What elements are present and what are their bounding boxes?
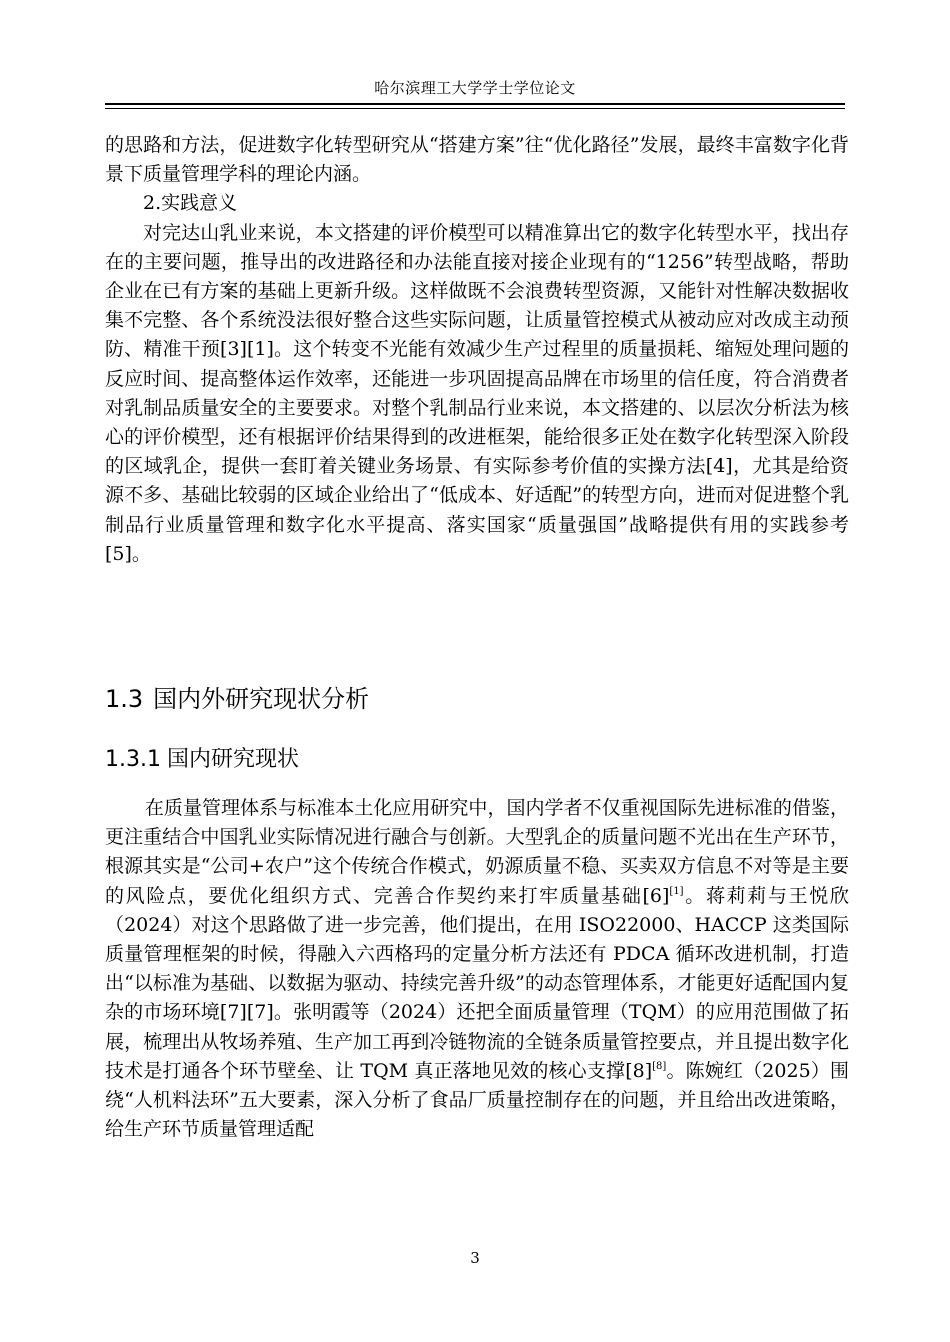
section-heading [105,682,369,716]
paragraph-domestic [105,794,849,1144]
citation-superscript: [8] [652,1060,667,1072]
body-block-upper [105,131,849,569]
header-rule-thin [105,108,845,109]
subsection-heading [105,744,299,776]
section-number: 1.3 [105,685,144,713]
paragraph-practice: 对完达山乳业来说，本文搭建的评价模型可以精准算出它的数字化转型水平，找出存在的主要问题，推导出的改进路径和办法能直接对接企业现有的“1256”转型战略，帮助企业在已有方案的基础上更新升级。这样做既不会浪费转型资源，又能针对性解决数据收集不完整、各个系统没法很好整合这些实际问题，让质量管控模式从被动应对改成主动预防、精准干预[3][1]。这个转变不光能有效减少生产过程里的质量损耗、缩短处理问题的反应时间、提高整体运作效率，还能进一步巩固提高品牌在市场里的信任度，符合消费者对乳制品质量安全的主要要求。对整个乳制品行业来说，本文搭建的、以层次分析法为核心的评价模型，还有根据评价结果得到的改进框架，能给很多正处在数字化转型深入阶段的区域乳企，提供一套盯着关键业务场景、有实际参考价值的实操方法[4]，尤其是给资源不多、基础比较弱的区域企业给出了“低成本、好适配”的转型方向，进而对促进整个乳制品行业质量管理和数字化水平提高、落实国家“质量强国”战略提供有用的实践参考[5]。 [105,221,849,565]
domestic-text-part2: 。蒋莉莉与王悦欣（2024）对这个思路做了进一步完善，他们提出，在用 ISO22000、HACCP 这类国际质量管理框架的时候，得融入六西格玛的定量分析方法还有 PDCA 循环改进机制，打造出“以标准为基础、以数据为驱动、持续完善升级”的动态管理体系，才能更好适配国内复杂的市场环境[7][7]。张明霞等（2024）还把全面质量管理（TQM）的应用范围做了拓展，梳理出从牧场养殖、生产加工再到冷链物流的全链条质量管控要点，并且提出数字化技术是打通各个环节壁垒、让 TQM 真正落地见效的核心支撑[8] [105,884,849,1082]
citation-superscript: [1] [669,885,684,897]
header-rule-thick [105,103,845,105]
subsection-number: 1.3.1 [105,747,161,772]
subsection-title: 国内研究现状 [166,747,299,772]
domestic-text-part3: 。陈婉红（2025）围绕“人机料法环”五大要素，深入分析了食品厂质量控制存在的问题，并且给出改进策略，给生产环节质量管理适配 [105,1059,849,1141]
running-head: 哈尔滨理工大学学士学位论文 [374,79,576,97]
page-number: 3 [470,1249,480,1267]
body-block-lower [105,794,849,1144]
domestic-text-part1: 在质量管理体系与标准本土化应用研究中，国内学者不仅重视国际先进标准的借鉴，更注重结合中国乳业实际情况进行融合与创新。大型乳企的质量问题不光出在生产环节，根源其实是“公司+农户”这个传统合作模式，奶源质量不稳、买卖双方信息不对等是主要的风险点，要优化组织方式、完善合作契约来打牢质量基础[6] [105,797,849,907]
paragraph-continued: 的思路和方法，促进数字化转型研究从“搭建方案”往“优化路径”发展，最终丰富数字化背景下质量管理学科的理论内涵。 [105,134,849,186]
section-title: 国内外研究现状分析 [153,685,370,713]
practice-heading: 2.实践意义 [143,192,238,215]
